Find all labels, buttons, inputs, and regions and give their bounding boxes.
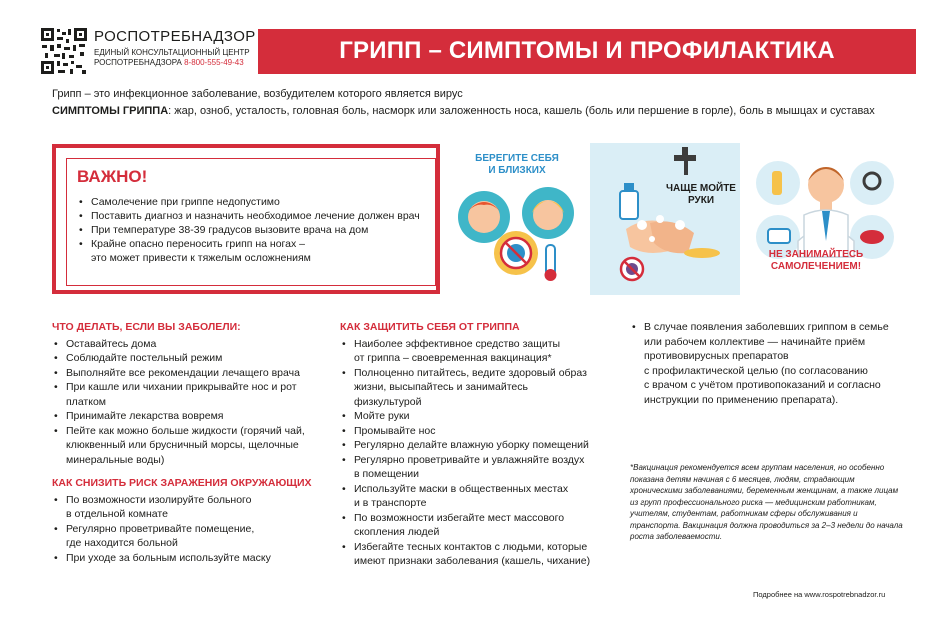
list-item: • Выполняйте все рекомендации лечащего врача <box>52 366 342 381</box>
list-item-cont: с врачом с учётом противопоказаний и согласно <box>644 379 881 391</box>
title-bar <box>258 29 916 74</box>
list-item: • По возможности изолируйте больного <box>52 493 342 508</box>
hand-washing-icon <box>590 143 740 295</box>
page-title: ГРИПП – СИМПТОМЫ И ПРОФИЛАКТИКА <box>339 37 835 64</box>
if-sick-list <box>52 337 342 468</box>
more-info-link[interactable]: Подробнее на www.rospotrebnadzor.ru <box>753 590 886 599</box>
list-item-cont: минеральные воды) <box>66 453 165 466</box>
list-item: • Принимайте лекарства вовремя <box>52 409 342 424</box>
caption-protect: БЕРЕГИТЕ СЕБЯ И БЛИЗКИХ <box>475 153 559 176</box>
list-item-cont: от гриппа – своевременная вакцинация* <box>354 352 552 364</box>
org-name: РОСПОТРЕБНАДЗОР <box>94 28 256 45</box>
intro-symptoms <box>52 103 875 120</box>
list-item: • В случае появления заболевших гриппом в семье <box>630 320 900 335</box>
list-item: • По возможности избегайте мест массового <box>340 511 610 526</box>
list-item: • Соблюдайте постельный режим <box>52 351 342 366</box>
list-item: • Оставайтесь дома <box>52 337 342 352</box>
org-line-1: ЕДИНЫЙ КОНСУЛЬТАЦИОННЫЙ ЦЕНТР <box>94 48 250 57</box>
list-item: • Промывайте нос <box>340 424 610 439</box>
list-item: • Наиболее эффективное средство защиты <box>340 337 610 352</box>
doctor-icon <box>742 145 917 297</box>
caption-wash: ЧАЩЕ МОЙТЕ РУКИ <box>666 183 736 206</box>
list-item: • Мойте руки <box>340 409 610 424</box>
section-heading-if-sick: ЧТО ДЕЛАТЬ, ЕСЛИ ВЫ ЗАБОЛЕЛИ: <box>52 321 241 333</box>
important-box <box>52 144 440 294</box>
list-item-cont: где находится больной <box>66 537 178 549</box>
list-item-cont: с профилактической целью (по согласованию <box>644 364 868 377</box>
list-item-cont: и в транспорте <box>354 497 427 509</box>
list-item: • Избегайте тесных контактов с людьми, которые <box>340 540 610 555</box>
illustration-wash-hands <box>590 143 740 295</box>
list-item: • Полноценно питайтесь, ведите здоровый образ <box>340 366 610 381</box>
list-item-cont: имеют признаки заболевания (кашель, чихание) <box>354 555 591 567</box>
list-item: • Регулярно проветривайте и увлажняйте воздух <box>340 453 610 468</box>
column-protect <box>340 320 610 569</box>
list-item-cont: жизни, высыпайтесь и занимайтесь <box>354 381 528 393</box>
symptoms-label: СИМПТОМЫ ГРИППА <box>52 105 169 117</box>
org-line-2: РОСПОТРЕБНАДЗОРА 8-800-555-49-43 <box>94 58 244 67</box>
column-sick <box>52 320 342 565</box>
list-item: • При уходе за больным используйте маску <box>52 551 342 566</box>
list-item-cont: в помещении <box>354 468 419 480</box>
section-heading-protect: КАК ЗАЩИТИТЬ СЕБЯ ОТ ГРИППА <box>340 321 520 333</box>
important-item: • Поставить диагноз и назначить необходимое лечение должен врач <box>77 209 425 223</box>
phone-number: 8-800-555-49-43 <box>184 58 244 67</box>
symptoms-text: : жар, озноб, усталость, головная боль, насморк или заложенность носа, кашель (боль или першение в горле), боль в мышцах и суставах <box>168 105 875 117</box>
reduce-risk-list <box>52 493 342 566</box>
qr-code <box>40 27 88 75</box>
list-item-cont: скопления людей <box>354 526 440 538</box>
important-inner <box>66 158 436 286</box>
section-heading-reduce-risk: КАК СНИЗИТЬ РИСК ЗАРАЖЕНИЯ ОКРУЖАЮЩИХ <box>52 477 312 489</box>
important-list <box>77 195 425 265</box>
column-antiviral <box>630 320 900 407</box>
important-item-cont: это может привести к тяжелым осложнениям <box>91 252 311 264</box>
org-subtitle <box>94 48 256 68</box>
list-item-cont: клюквенный или брусничный морсы, щелочные <box>66 439 299 451</box>
protect-list <box>340 337 610 569</box>
list-item: • Регулярно делайте влажную уборку помещений <box>340 438 610 453</box>
important-item: • Самолечение при гриппе недопустимо <box>77 195 425 209</box>
list-item: • При кашле или чихании прикрывайте нос и рот <box>52 380 342 395</box>
list-item-cont: противовирусных препаратов <box>644 350 789 362</box>
list-item-cont: или рабочем коллективе — начинайте приём <box>644 335 866 348</box>
important-heading: ВАЖНО! <box>77 167 148 186</box>
list-item: • Используйте маски в общественных местах <box>340 482 610 497</box>
antiviral-list <box>630 320 900 407</box>
list-item-cont: платком <box>66 395 107 408</box>
list-item: • Пейте как можно больше жидкости (горячий чай, <box>52 424 342 439</box>
list-item-cont: в отдельной комнате <box>66 508 168 520</box>
caption-no-self-treatment: НЕ ЗАНИМАЙТЕСЬ САМОЛЕЧЕНИЕМ! <box>768 249 864 272</box>
intro-definition: Грипп – это инфекционное заболевание, возбудителем которого является вирус <box>52 88 463 100</box>
illustration-protect-family <box>448 145 588 297</box>
important-item: • Крайне опасно переносить грипп на ногах – <box>77 237 425 251</box>
list-item: • Регулярно проветривайте помещение, <box>52 522 342 537</box>
list-item-cont: инструкции по применению препарата). <box>644 393 839 406</box>
intro <box>52 86 875 120</box>
brand-block <box>94 28 256 68</box>
illustration-no-self-treatment <box>742 145 917 297</box>
important-item: • При температуре 38-39 градусов вызовите врача на дом <box>77 223 425 237</box>
vaccination-footnote: *Вакцинация рекомендуется всем группам населения, но особенно показана детям начиная с 6 месяцев, людям, страдающим хроническими заболеваниями, беременным женщинам, а также лицам из групп профессионального риска — медицинским работникам, учителям, студентам, работникам сферы обслуживания и транспорта. Вакцинация должна проводиться за 2–3 недели до начала роста заболеваемости. <box>630 463 903 541</box>
list-item-cont: физкультурой <box>354 395 422 408</box>
